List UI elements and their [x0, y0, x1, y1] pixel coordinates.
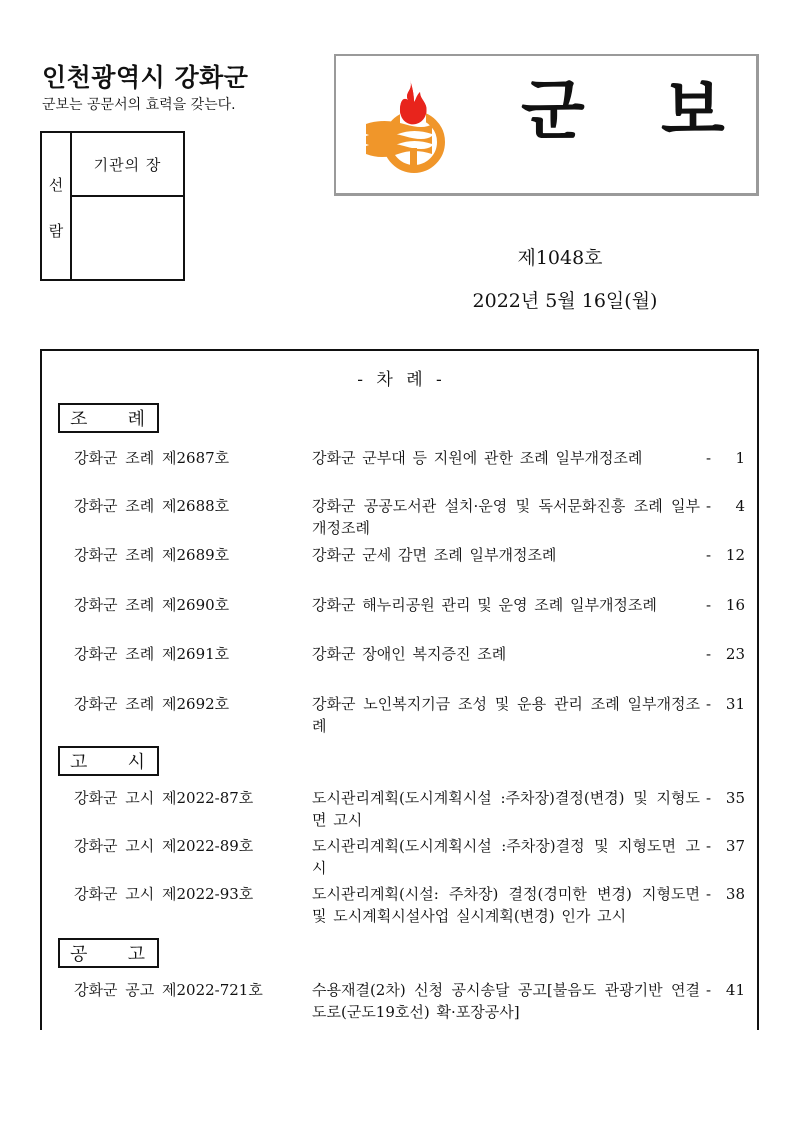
masthead [334, 54, 759, 196]
review-side-label-top: 선 [48, 175, 64, 194]
review-head-label: 기관의 장 [72, 133, 183, 197]
review-side-label-bottom: 람 [48, 221, 64, 240]
entry-page: 12 [725, 546, 745, 564]
entry-page: 1 [735, 449, 745, 467]
entry-reference: 강화군 조례 제2690호 [74, 596, 230, 614]
entry-page: 35 [725, 789, 745, 807]
entry-dash: - [706, 981, 712, 999]
entry-title[interactable]: 수용재결(2차) 신청 공시송달 공고[불음도 관광기반 연결도로(군도19호선) 확·포장공사] [312, 981, 700, 1021]
section-label-char: 시 [127, 752, 145, 773]
entry-dash: - [706, 789, 712, 807]
gangwha-county-emblem-icon [364, 78, 454, 173]
section-label-announcement [58, 938, 159, 968]
section-label-char: 공 [70, 944, 88, 965]
masthead-title-char-1: 군 [521, 72, 585, 149]
issue-number: 제1048호 [517, 247, 603, 269]
entry-page: 41 [725, 981, 745, 999]
toc-title: - 차 례 - [357, 370, 442, 390]
entry-reference: 강화군 고시 제2022-89호 [74, 837, 254, 855]
entry-reference: 강화군 공고 제2022-721호 [74, 981, 263, 999]
entry-title[interactable]: 강화군 해누리공원 관리 및 운영 조례 일부개정조례 [312, 596, 657, 614]
section-label-char: 고 [70, 752, 88, 773]
review-side-label [42, 133, 72, 279]
entry-reference: 강화군 고시 제2022-87호 [74, 789, 254, 807]
entry-title[interactable]: 도시관리계획(시설: 주차장) 결정(경미한 변경) 지형도면 및 도시계획시설사업 실시계획(변경) 인가 고시 [312, 885, 700, 925]
entry-reference: 강화군 조례 제2688호 [74, 497, 230, 515]
section-label-notice [58, 746, 159, 776]
entry-title[interactable]: 강화군 공공도서관 설치·운영 및 독서문화진흥 조례 일부개정조례 [312, 497, 700, 537]
entry-reference: 강화군 조례 제2687호 [74, 449, 230, 467]
entry-page: 4 [735, 497, 745, 515]
entry-dash: - [706, 596, 712, 614]
entry-dash: - [706, 837, 712, 855]
entry-title[interactable]: 강화군 군세 감면 조례 일부개정조례 [312, 546, 557, 564]
entry-reference: 강화군 조례 제2691호 [74, 645, 230, 663]
masthead-title-char-2: 보 [661, 72, 725, 149]
entry-dash: - [706, 695, 712, 713]
entry-page: 16 [725, 596, 745, 614]
entry-dash: - [706, 497, 712, 515]
entry-dash: - [706, 546, 712, 564]
entry-page: 31 [725, 695, 745, 713]
organization-subtitle: 군보는 공문서의 효력을 갖는다. [42, 97, 236, 113]
entry-title[interactable]: 강화군 군부대 등 지원에 관한 조례 일부개정조례 [312, 449, 643, 467]
entry-dash: - [706, 645, 712, 663]
entry-page: 37 [725, 837, 745, 855]
entry-reference: 강화군 고시 제2022-93호 [74, 885, 254, 903]
section-label-char: 조 [70, 409, 88, 430]
section-label-char: 례 [127, 409, 145, 430]
entry-reference: 강화군 조례 제2692호 [74, 695, 230, 713]
table-of-contents [40, 349, 759, 1030]
issue-date: 2022년 5월 16일(월) [472, 290, 658, 312]
entry-title[interactable]: 강화군 장애인 복지증진 조례 [312, 645, 507, 663]
entry-title[interactable]: 도시관리계획(도시계획시설 :주차장)결정(변경) 및 지형도면 고시 [312, 789, 700, 829]
section-label-ordinance [58, 403, 159, 433]
organization-title: 인천광역시 강화군 [42, 63, 249, 92]
entry-title[interactable]: 강화군 노인복지기금 조성 및 운용 관리 조례 일부개정조례 [312, 695, 700, 735]
entry-reference: 강화군 조례 제2689호 [74, 546, 230, 564]
entry-page: 38 [725, 885, 745, 903]
review-approval-box [40, 131, 185, 281]
entry-page: 23 [725, 645, 745, 663]
review-signature-cell [72, 197, 183, 279]
entry-title[interactable]: 도시관리계획(도시계획시설 :주차장)결정 및 지형도면 고시 [312, 837, 700, 877]
section-label-char: 고 [127, 944, 145, 965]
entry-dash: - [706, 885, 712, 903]
entry-dash: - [706, 449, 712, 467]
